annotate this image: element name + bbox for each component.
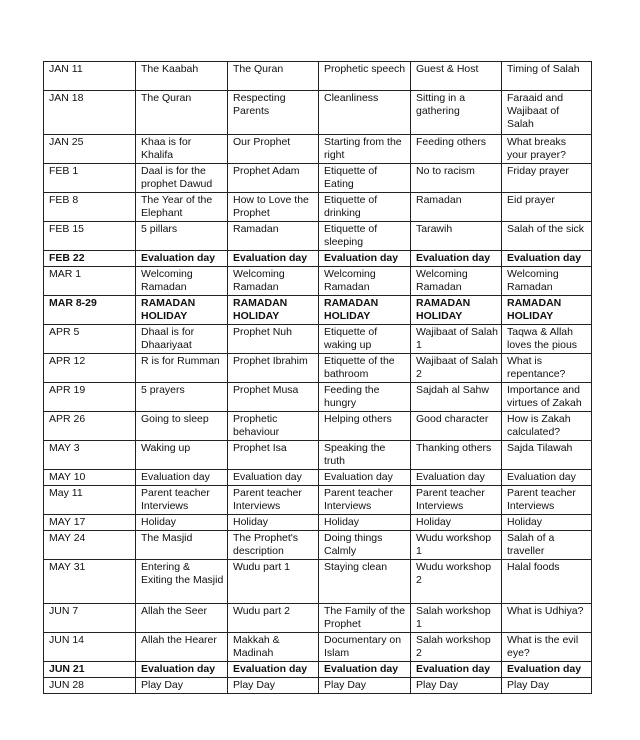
date-cell: JAN 11 — [44, 62, 136, 91]
topic-cell: Allah the Hearer — [136, 633, 228, 662]
topic-cell: Evaluation day — [228, 470, 319, 486]
topic-cell: Halal foods — [502, 560, 592, 604]
date-cell: MAY 31 — [44, 560, 136, 604]
topic-cell: RAMADAN HOLIDAY — [411, 296, 502, 325]
date-cell: JAN 18 — [44, 91, 136, 135]
date-cell: APR 5 — [44, 325, 136, 354]
topic-cell: Parent teacher Interviews — [319, 486, 411, 515]
topic-cell: Welcoming Ramadan — [411, 267, 502, 296]
topic-cell: Welcoming Ramadan — [228, 267, 319, 296]
topic-cell: Allah the Seer — [136, 604, 228, 633]
topic-cell: 5 prayers — [136, 383, 228, 412]
topic-cell: Etiquette of sleeping — [319, 222, 411, 251]
table-row — [44, 604, 592, 633]
date-cell: JUN 7 — [44, 604, 136, 633]
topic-cell: Timing of Salah — [502, 62, 592, 91]
table-row — [44, 515, 592, 531]
topic-cell: Salah of the sick — [502, 222, 592, 251]
topic-cell: Welcoming Ramadan — [136, 267, 228, 296]
topic-cell: No to racism — [411, 164, 502, 193]
topic-cell: Prophet Ibrahim — [228, 354, 319, 383]
topic-cell: Prophet Adam — [228, 164, 319, 193]
date-cell: FEB 8 — [44, 193, 136, 222]
table-row — [44, 222, 592, 251]
topic-cell: Wajibaat of Salah 1 — [411, 325, 502, 354]
topic-cell: Play Day — [136, 678, 228, 694]
topic-cell: The Prophet's description — [228, 531, 319, 560]
date-cell: JUN 21 — [44, 662, 136, 678]
topic-cell: Daal is for the prophet Dawud — [136, 164, 228, 193]
topic-cell: Welcoming Ramadan — [319, 267, 411, 296]
topic-cell: Importance and virtues of Zakah — [502, 383, 592, 412]
topic-cell: Parent teacher Interviews — [136, 486, 228, 515]
topic-cell: Evaluation day — [319, 662, 411, 678]
table-row — [44, 560, 592, 604]
topic-cell: Etiquette of the bathroom — [319, 354, 411, 383]
table-row — [44, 486, 592, 515]
topic-cell: Dhaal is for Dhaariyaat — [136, 325, 228, 354]
topic-cell: Evaluation day — [411, 470, 502, 486]
date-cell: FEB 22 — [44, 251, 136, 267]
topic-cell: Holiday — [228, 515, 319, 531]
topic-cell: Friday prayer — [502, 164, 592, 193]
topic-cell: The Family of the Prophet — [319, 604, 411, 633]
date-cell: FEB 1 — [44, 164, 136, 193]
topic-cell: RAMADAN HOLIDAY — [502, 296, 592, 325]
topic-cell: Evaluation day — [411, 251, 502, 267]
date-cell: APR 12 — [44, 354, 136, 383]
topic-cell: Khaa is for Khalifa — [136, 135, 228, 164]
table-row — [44, 267, 592, 296]
topic-cell: Helping others — [319, 412, 411, 441]
table-row — [44, 662, 592, 678]
table-row — [44, 135, 592, 164]
topic-cell: Evaluation day — [319, 470, 411, 486]
table-row — [44, 62, 592, 91]
table-row — [44, 470, 592, 486]
topic-cell: Evaluation day — [228, 251, 319, 267]
topic-cell: Feeding the hungry — [319, 383, 411, 412]
topic-cell: Evaluation day — [136, 662, 228, 678]
topic-cell: Welcoming Ramadan — [502, 267, 592, 296]
table-row — [44, 678, 592, 694]
topic-cell: Doing things Calmly — [319, 531, 411, 560]
topic-cell: Prophet Musa — [228, 383, 319, 412]
topic-cell: Cleanliness — [319, 91, 411, 135]
date-cell: MAR 1 — [44, 267, 136, 296]
table-row — [44, 412, 592, 441]
topic-cell: Parent teacher Interviews — [228, 486, 319, 515]
topic-cell: Wudu workshop 2 — [411, 560, 502, 604]
topic-cell: The Masjid — [136, 531, 228, 560]
topic-cell: Evaluation day — [136, 251, 228, 267]
table-row — [44, 164, 592, 193]
topic-cell: Eid prayer — [502, 193, 592, 222]
topic-cell: What is the evil eye? — [502, 633, 592, 662]
topic-cell: Parent teacher Interviews — [411, 486, 502, 515]
date-cell: MAY 10 — [44, 470, 136, 486]
topic-cell: Etiquette of Eating — [319, 164, 411, 193]
topic-cell: Evaluation day — [411, 662, 502, 678]
topic-cell: Evaluation day — [319, 251, 411, 267]
table-row — [44, 354, 592, 383]
topic-cell: Play Day — [411, 678, 502, 694]
date-cell: MAY 3 — [44, 441, 136, 470]
topic-cell: Etiquette of drinking — [319, 193, 411, 222]
table-row — [44, 296, 592, 325]
topic-cell: Parent teacher Interviews — [502, 486, 592, 515]
table-row — [44, 193, 592, 222]
table-row — [44, 251, 592, 267]
topic-cell: Holiday — [502, 515, 592, 531]
topic-cell: Wudu workshop 1 — [411, 531, 502, 560]
topic-cell: Documentary on Islam — [319, 633, 411, 662]
topic-cell: Guest & Host — [411, 62, 502, 91]
topic-cell: The Year of the Elephant — [136, 193, 228, 222]
table-row — [44, 91, 592, 135]
date-cell: FEB 15 — [44, 222, 136, 251]
topic-cell: Wajibaat of Salah 2 — [411, 354, 502, 383]
date-cell: MAR 8-29 — [44, 296, 136, 325]
table-row — [44, 633, 592, 662]
topic-cell: Ramadan — [411, 193, 502, 222]
topic-cell: RAMADAN HOLIDAY — [136, 296, 228, 325]
topic-cell: Taqwa & Allah loves the pious — [502, 325, 592, 354]
date-cell: May 11 — [44, 486, 136, 515]
date-cell: JUN 28 — [44, 678, 136, 694]
topic-cell: 5 pillars — [136, 222, 228, 251]
topic-cell: Prophetic behaviour — [228, 412, 319, 441]
topic-cell: Prophet Isa — [228, 441, 319, 470]
topic-cell: Prophet Nuh — [228, 325, 319, 354]
topic-cell: Salah of a traveller — [502, 531, 592, 560]
topic-cell: What breaks your prayer? — [502, 135, 592, 164]
topic-cell: Wudu part 1 — [228, 560, 319, 604]
topic-cell: How to Love the Prophet — [228, 193, 319, 222]
table-row — [44, 531, 592, 560]
topic-cell: Our Prophet — [228, 135, 319, 164]
topic-cell: Wudu part 2 — [228, 604, 319, 633]
date-cell: MAY 17 — [44, 515, 136, 531]
topic-cell: Sajdah al Sahw — [411, 383, 502, 412]
date-cell: APR 19 — [44, 383, 136, 412]
topic-cell: Prophetic speech — [319, 62, 411, 91]
topic-cell: How is Zakah calculated? — [502, 412, 592, 441]
topic-cell: Waking up — [136, 441, 228, 470]
topic-cell: Starting from the right — [319, 135, 411, 164]
topic-cell: Good character — [411, 412, 502, 441]
table-row — [44, 325, 592, 354]
topic-cell: Salah workshop 1 — [411, 604, 502, 633]
topic-cell: Ramadan — [228, 222, 319, 251]
date-cell: APR 26 — [44, 412, 136, 441]
topic-cell: Going to sleep — [136, 412, 228, 441]
date-cell: MAY 24 — [44, 531, 136, 560]
topic-cell: Staying clean — [319, 560, 411, 604]
topic-cell: Evaluation day — [228, 662, 319, 678]
topic-cell: RAMADAN HOLIDAY — [228, 296, 319, 325]
schedule-table — [43, 61, 592, 694]
date-cell: JAN 25 — [44, 135, 136, 164]
topic-cell: Sajda Tilawah — [502, 441, 592, 470]
topic-cell: Play Day — [319, 678, 411, 694]
topic-cell: Respecting Parents — [228, 91, 319, 135]
topic-cell: Sitting in a gathering — [411, 91, 502, 135]
topic-cell: Tarawih — [411, 222, 502, 251]
topic-cell: R is for Rumman — [136, 354, 228, 383]
topic-cell: Makkah & Madinah — [228, 633, 319, 662]
topic-cell: Holiday — [411, 515, 502, 531]
topic-cell: Etiquette of waking up — [319, 325, 411, 354]
topic-cell: RAMADAN HOLIDAY — [319, 296, 411, 325]
topic-cell: What is Udhiya? — [502, 604, 592, 633]
topic-cell: Salah workshop 2 — [411, 633, 502, 662]
topic-cell: What is repentance? — [502, 354, 592, 383]
topic-cell: Feeding others — [411, 135, 502, 164]
topic-cell: Evaluation day — [502, 470, 592, 486]
topic-cell: Evaluation day — [502, 251, 592, 267]
topic-cell: Play Day — [228, 678, 319, 694]
topic-cell: Evaluation day — [502, 662, 592, 678]
topic-cell: Thanking others — [411, 441, 502, 470]
topic-cell: The Kaabah — [136, 62, 228, 91]
date-cell: JUN 14 — [44, 633, 136, 662]
topic-cell: Speaking the truth — [319, 441, 411, 470]
topic-cell: Holiday — [319, 515, 411, 531]
topic-cell: Holiday — [136, 515, 228, 531]
topic-cell: Play Day — [502, 678, 592, 694]
topic-cell: Faraaid and Wajibaat of Salah — [502, 91, 592, 135]
schedule-body — [44, 62, 592, 694]
table-row — [44, 383, 592, 412]
topic-cell: Entering & Exiting the Masjid — [136, 560, 228, 604]
table-row — [44, 441, 592, 470]
topic-cell: The Quran — [136, 91, 228, 135]
topic-cell: Evaluation day — [136, 470, 228, 486]
topic-cell: The Quran — [228, 62, 319, 91]
